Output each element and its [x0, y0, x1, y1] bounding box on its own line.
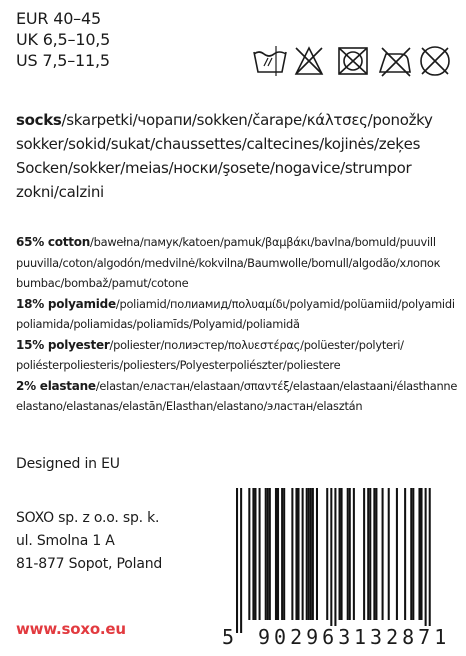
- barcode-bar: [275, 488, 277, 620]
- size-uk: UK 6,5–10,5: [16, 30, 111, 49]
- barcode-bar: [236, 488, 238, 633]
- size-eur: EUR 40–45: [16, 9, 101, 28]
- barcode-bar: [388, 488, 390, 620]
- address-city: 81-877 Sopot, Poland: [16, 556, 163, 572]
- barcode-bar: [295, 488, 297, 620]
- composition-elastane: 2% elastane/elastan/еластан/elastaan/σπαντέξ/elastaan/elastaani/élasthanne elastano/elastanas/elastān/Elasthan/elastano/эластан/elasztán: [16, 378, 458, 413]
- barcode-bar: [306, 488, 308, 620]
- barcode-bar: [349, 488, 351, 620]
- barcode-bar: [310, 488, 312, 620]
- barcode-bar: [281, 488, 283, 620]
- barcode-bar: [265, 488, 267, 620]
- barcode-bar: [291, 488, 293, 620]
- composition-polyamide: 18% polyamide/poliamid/полиамид/πολυαμίδι/polyamid/polüamiid/polyamidi poliamida/poliamidas/poliamīds/Polyamid/poliamidă: [16, 296, 455, 331]
- composition-cotton: 65% cotton/bawełna/памук/katoen/pamuk/βαμβάκι/bavlna/bomuld/puuvill puuvilla/coton/algodón/medvilnė/kokvilna/Baumwolle/bomull/algodão/хлопок bumbac/bombaž/pamut/cotone: [16, 235, 441, 290]
- manufacturer-address: [16, 507, 162, 576]
- product-name-primary: socks: [16, 111, 62, 129]
- composition: [16, 232, 461, 417]
- care-symbols: [252, 44, 452, 78]
- barcode-bar: [330, 488, 332, 633]
- barcode-bar: [425, 488, 427, 633]
- barcode-bar: [369, 488, 371, 620]
- barcode-bar: [418, 488, 420, 620]
- barcode-bar: [316, 488, 318, 620]
- barcode-bar: [382, 488, 384, 620]
- barcode-bar: [410, 488, 412, 620]
- address-company: SOXO sp. z o.o. sp. k.: [16, 510, 160, 526]
- composition-polyester: 15% polyester/poliester/полиэстер/πολυεστέρας/polüester/polyteri/ poliésterpoliesteris/poliesters/Polyesterpoliészter/poliestere: [16, 337, 404, 372]
- barcode-bar: [312, 488, 314, 620]
- barcode-digits-left: 902963: [258, 625, 355, 649]
- wash-30-icon: [254, 46, 286, 76]
- designed-in: Designed in EU: [16, 456, 120, 472]
- barcode-bar: [248, 488, 250, 620]
- barcode-bar: [412, 488, 414, 620]
- barcode-bar: [298, 488, 300, 620]
- barcode-bar: [259, 488, 261, 620]
- website-link[interactable]: www.soxo.eu: [16, 620, 126, 638]
- barcode-bar: [353, 488, 355, 620]
- size-list: [16, 8, 110, 71]
- barcode-bar: [283, 488, 285, 620]
- product-name-translations: /skarpetki/чорапи/sokken/čarape/κάλτσες/ponožky sokker/sokid/sukat/chaussettes/caltecines/kojinės/zeķes Socken/sokker/meias/носки/şosete/nogavice/strumpor zokni/calzini: [16, 111, 433, 201]
- barcode: [220, 488, 456, 648]
- barcode-bar: [429, 488, 431, 633]
- address-street: ul. Smolna 1 A: [16, 533, 115, 549]
- barcode-bar: [252, 488, 254, 620]
- no-dry-clean-icon: [421, 47, 449, 75]
- barcode-bar: [308, 488, 310, 620]
- barcode-bar: [341, 488, 343, 620]
- barcode-bar: [375, 488, 377, 620]
- barcode-bar: [396, 488, 398, 620]
- barcode-bar: [367, 488, 369, 620]
- no-iron-icon: [380, 48, 410, 76]
- barcode-bar: [269, 488, 271, 620]
- no-tumble-dry-icon: [339, 48, 367, 74]
- barcode-bar: [326, 488, 328, 620]
- barcode-bar: [339, 488, 341, 620]
- barcode-bar: [347, 488, 349, 620]
- no-bleach-icon: [296, 48, 322, 74]
- barcode-bar: [254, 488, 256, 620]
- barcode-bar: [373, 488, 375, 620]
- barcode-digits-right: 132871: [354, 625, 451, 649]
- barcode-bar: [363, 488, 365, 620]
- barcode-bar: [334, 488, 336, 633]
- size-us: US 7,5–11,5: [16, 51, 110, 70]
- barcode-bar: [302, 488, 304, 620]
- product-names: [16, 108, 456, 204]
- barcode-bar: [240, 488, 242, 633]
- barcode-bar: [277, 488, 279, 620]
- barcode-bar: [404, 488, 406, 620]
- barcode-bar: [267, 488, 269, 620]
- barcode-bar: [421, 488, 423, 620]
- barcode-digit-first: 5: [222, 625, 235, 649]
